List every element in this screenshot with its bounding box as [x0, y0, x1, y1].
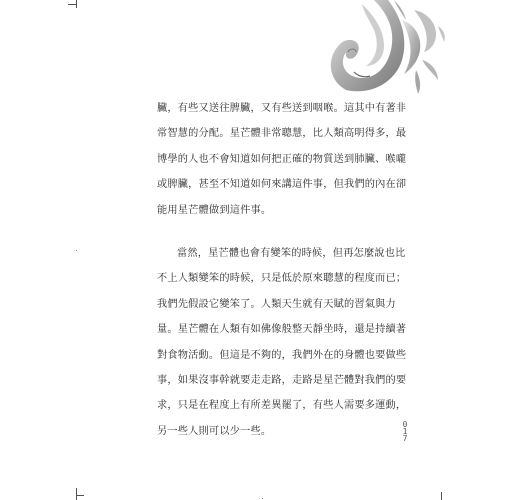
- text-line: 不上人類變笨的時候，只是低於原來聰慧的程度而已；: [157, 273, 407, 285]
- text-line: 另一些人則可以少一些。: [157, 425, 272, 437]
- registration-dot: [262, 498, 263, 499]
- paragraph: [157, 96, 407, 223]
- crop-mark-bottom-left: [76, 488, 77, 500]
- text-line: 常智慧的分配。星芒體非常聰慧，比人類高明得多，最: [157, 128, 407, 140]
- floral-ornament-icon: [318, 0, 448, 96]
- crop-mark-bottom-right: [441, 492, 442, 500]
- text-line: 量。星芒體在人類有如佛像般整天靜坐時，還是持續著: [157, 324, 407, 336]
- page-number: 0 1 7: [402, 420, 408, 443]
- text-line: 對食物活動。但這是不夠的，我們外在的身體也要做些: [157, 349, 407, 361]
- crop-mark-top-left-h: [68, 4, 76, 5]
- text-line: 博學的人也不會知道如何把正確的物質送到肺臟、喉嚨: [157, 153, 407, 165]
- text-line: 能用星芒體做到這件事。: [157, 204, 272, 216]
- text-line: 求，只是在程度上有所差異罷了，有些人需要多運動，: [157, 400, 407, 412]
- crop-mark-top-left: [76, 0, 77, 8]
- text-line: 臟，有些又送往脾臟，又有些送到咽喉。這其中有著非: [157, 103, 407, 114]
- text-line: 我們先假設它變笨了。人類天生就有天賦的習氣與力: [157, 298, 396, 310]
- crop-mark-bottom-left-h: [76, 495, 84, 496]
- text-line: 當然，星芒體也會有變笨的時候，但再怎麼說也比: [177, 247, 406, 259]
- text-line: 或脾臟，甚至不知道如何來講這件事，但我們的內在卻: [157, 179, 407, 191]
- registration-dot: [76, 250, 77, 251]
- text-line: 事，如果沒事幹就要走走路，走路是星芒體對我們的要: [157, 374, 407, 386]
